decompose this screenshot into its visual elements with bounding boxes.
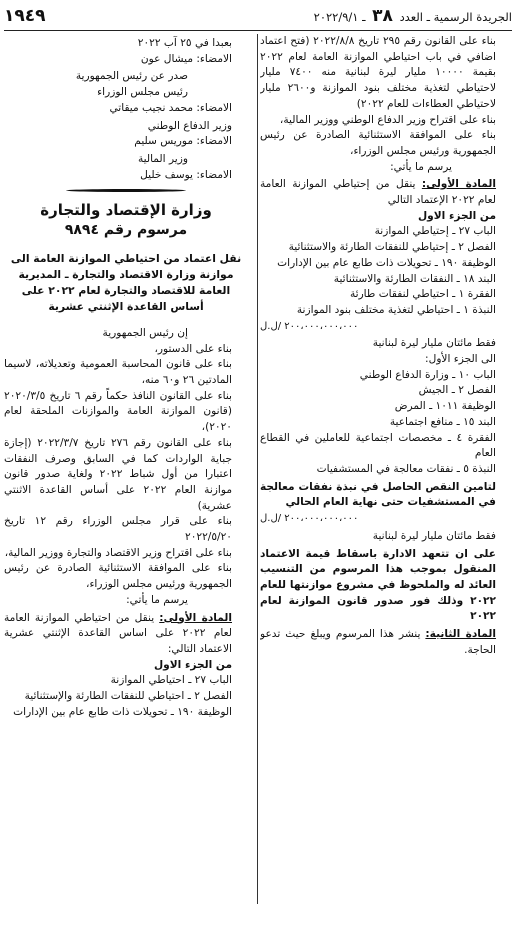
article-1-text: ينقل من إحتياطي الموازنة العامة لعام ٢٠٢٢ الإعتماد التالي — [260, 178, 496, 207]
left-article-1-label: المادة الأولى: — [159, 611, 232, 624]
decree-title: نقل اعتماد من احتياطي الموازنة العامة الى موازنة وزارة الاقتصاد والتجارة ـ المديرية العامة للاقتصاد والتجارة لعام ٢٠٢٢ على أساس القاعدة الإثنتي عشرية — [10, 252, 242, 314]
amount-1: ٢٠٠،٠٠٠،٠٠٠،٠٠٠ /ل.ل — [260, 320, 359, 332]
decree-label: مرسوم رقم — [103, 222, 188, 239]
to-part-heading: الى الجزء الأول: — [425, 353, 496, 366]
amount-2-words: فقط مائتان مليار ليرة لبنانية — [372, 529, 496, 542]
amount-1-words: فقط مائتان مليار ليرة لبنانية — [372, 337, 496, 350]
preamble-approval: بناء على الموافقة الاستثنائية الصادرة عن رئيس الجمهورية ورئيس مجلس الوزراء، — [260, 129, 496, 157]
basis-approval: بناء على الموافقة الاستثنائية الصادرة عن رئيس الجمهورية ورئيس مجلس الوزراء، — [4, 562, 232, 591]
signature-block — [4, 36, 248, 183]
to-line-5: الفقرة ٤ ـ مخصصات اجتماعية للعاملين في القطاع العام — [260, 431, 496, 460]
basis-law-276: بناء على القانون رقم ٢٧٦ تاريخ ٢٠٢٢/٣/٧ (إجازة جباية الواردات كما في السابق وصرف النفقات اعتبارا من أول شباط ٢٠٢٢ ولغاية صدور قانون موازنة العام ٢٠٢٢ على أساس القاعدة الاثنتي عشرية) — [4, 436, 233, 512]
article-2-text: ينشر هذا المرسوم ويبلغ حيث تدعو الحاجة. — [260, 628, 496, 656]
defense-title: وزير الدفاع الوطني — [147, 119, 232, 132]
basis-cabinet-decision: بناء على قرار مجلس الوزراء رقم ١٢ تاريخ ٢٠٢٢/٥/٢٠ — [4, 515, 232, 544]
right-column — [260, 34, 512, 928]
issued-by: صدر عن رئيس الجمهورية — [75, 70, 188, 83]
basis-accounting-law: بناء على قانون المحاسبة العمومية وتعديلاته، لاسيما المادتين ٢٦ و٦٠ منه، — [4, 358, 232, 387]
decree-number: ٩٨٩٤ — [64, 222, 100, 239]
column-divider — [257, 34, 258, 904]
left-from-line-3: الوظيفة ١٩٠ ـ تحويلات ذات طابع عام بين الإدارات — [13, 705, 232, 718]
page-header — [4, 2, 512, 31]
header-prefix: الجريدة الرسمية ـ العدد — [399, 10, 512, 24]
issue-date: ـ ٢٠٢٢/٩/١ — [313, 10, 366, 24]
amount-row-1 — [260, 319, 512, 335]
left-from-line-2: الفصل ٢ ـ احتياطي للنفقات الطارئة والإستثنائية — [24, 690, 232, 703]
amount-row-2 — [260, 511, 512, 527]
issue-number: ٣٨ — [372, 6, 393, 26]
amount-2: ٢٠٠،٠٠٠،٠٠٠،٠٠٠ /ل.ل — [260, 513, 359, 525]
header-title — [314, 6, 512, 26]
president-signature: الامضاء: ميشال عون — [140, 52, 232, 65]
to-line-1: الباب ١٠ ـ وزارة الدفاع الوطني — [359, 368, 496, 381]
signing-date: بعبدا في ٢٥ آب ٢٠٢٢ — [137, 37, 232, 49]
from-line-4: البند ١٨ ـ النفقات الطارئة والاستثنائية — [333, 272, 496, 285]
shortfall-note: لتامين النقص الحاصل في نبذة نفقات معالجة في المستشفيات حتى نهاية العام الحالي — [260, 480, 496, 509]
finance-title: وزير المالية — [137, 152, 188, 165]
preamble-law-295: بناء على القانون رقم ٢٩٥ تاريخ ٢٠٢٢/٨/٨ (فتح اعتماد اضافي في باب احتياطي الموازنة العامة لعام ٢٠٢٢ بقيمة ١٠٠٠٠ مليار ليرة لبنانية منه ٧٤٠٠ مليار لاحتياطي لتغذية مختلف بنود الموازنة و٢٦٠٠ مليار لاحتياطي العطاءات للعام ٢٠٢٢) — [260, 35, 497, 110]
to-line-4: البند ١٥ ـ منافع اجتماعية — [389, 415, 496, 428]
basis-constitution: بناء على الدستور، — [154, 342, 232, 355]
president-clause: إن رئيس الجمهورية — [102, 326, 188, 339]
basis-law-6: بناء على القانون النافذ حكماً رقم ٦ تاريخ ٢٠٢٠/٣/٥ (قانون الموازنة العامة والموازنات الملحقة لعام ٢٠٢٠)، — [4, 389, 232, 434]
article-2 — [260, 627, 512, 658]
from-line-2: الفصل ٢ ـ إحتياطي للنفقات الطارئة والاستثنائية — [288, 241, 496, 254]
finance-signature: الامضاء: يوسف خليل — [140, 168, 232, 181]
article-1-label: المادة الأولى: — [421, 178, 496, 191]
to-line-2: الفصل ٢ ـ الجيش — [418, 384, 496, 397]
page-number: ١٩٤٩ — [4, 6, 46, 26]
from-line-6: النبذة ١ ـ احتياطي لتغذية مختلف بنود الموازنة — [296, 303, 496, 316]
pm-signature: الامضاء: محمد نجيب ميقاتي — [109, 101, 232, 114]
left-from-part-heading: من الجزء الاول — [153, 658, 232, 671]
defense-signature: الامضاء: موريس سليم — [134, 135, 232, 148]
left-article-1 — [4, 611, 248, 658]
from-line-1: الباب ٢٧ ـ إحتياطي الموازنة — [374, 225, 496, 238]
from-line-3: الوظيفة ١٩٠ ـ تحويلات ذات طابع عام بين الإدارات — [277, 256, 496, 269]
section-divider — [66, 189, 186, 192]
to-line-6: النبذة ٥ ـ نفقات معالجة في المستشفيات — [316, 462, 496, 475]
preamble-proposal: بناء على اقتراح وزير الدفاع الوطني ووزير المالية، — [279, 113, 496, 126]
commitment-clause: على ان تتعهد الادارة باسقاط قيمة الاعتماد المنقول بموجب هذا المرسوم من التنسيب العائد له والملحوظ في مشروع موازنتها للعام ٢٠٢٢ وذلك فور صدور قانون الموازنة لعام ٢٠٢٢ — [260, 547, 496, 623]
decree-clause-left: يرسم ما يأتي: — [126, 593, 188, 606]
pm-title: رئيس مجلس الوزراء — [97, 86, 188, 99]
ministry-heading: وزارة الإقتصاد والتجارة — [40, 201, 212, 220]
left-article-1-text: ينقل من احتياطي الموازنة العامة لعام ٢٠٢٢ على اساس القاعدة الإثنتي عشرية الاعتماد التالي: — [4, 611, 232, 655]
decree-clause: يرسم ما يأتي: — [390, 160, 452, 173]
left-from-line-1: الباب ٢٧ ـ احتياطي الموازنة — [110, 674, 232, 687]
from-line-5: الفقرة ١ ـ احتياطي لنفقات طارئة — [349, 288, 496, 301]
basis-proposal: بناء على اقتراح وزير الاقتصاد والتجارة ووزير المالية، — [4, 546, 232, 559]
from-part-heading: من الجزء الاول — [417, 209, 496, 222]
to-line-3: الوظيفة ١٠١١ ـ المرض — [394, 400, 496, 413]
article-2-label: المادة الثانية: — [425, 628, 496, 641]
article-1 — [260, 177, 512, 208]
left-column — [4, 34, 248, 928]
decree-heading — [4, 220, 248, 240]
